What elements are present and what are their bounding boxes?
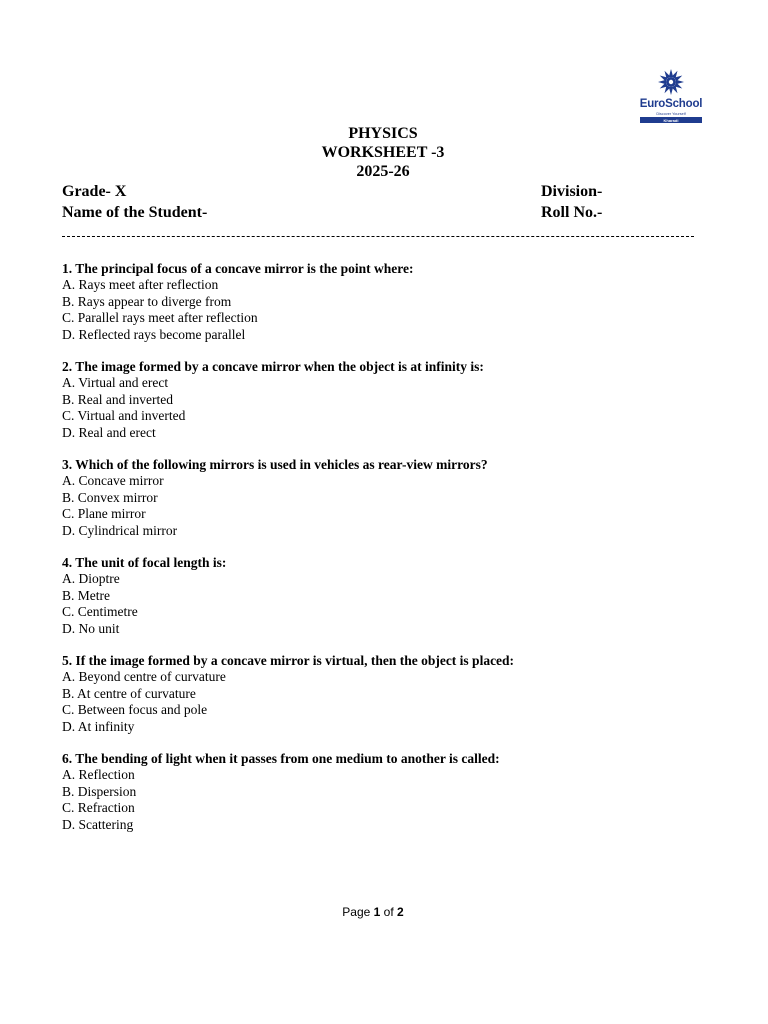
question-text: 1. The principal focus of a concave mirror is the point where: bbox=[62, 261, 414, 276]
option-b: B. Dispersion bbox=[62, 783, 137, 799]
of-word: of bbox=[383, 905, 394, 919]
option-b: B. Real and inverted bbox=[62, 391, 173, 407]
question-text: 3. Which of the following mirrors is used in vehicles as rear-view mirrors? bbox=[62, 457, 488, 472]
option-a: A. Concave mirror bbox=[62, 473, 164, 489]
worksheet-title: WORKSHEET -3 bbox=[321, 144, 445, 161]
option-c: C. Refraction bbox=[62, 800, 135, 816]
option-d: D. Scattering bbox=[62, 816, 134, 832]
option-c: C. Between focus and pole bbox=[62, 702, 208, 718]
question-text: 5. If the image formed by a concave mirror is virtual, then the object is placed: bbox=[62, 653, 515, 668]
current-page-number: 1 bbox=[373, 905, 381, 919]
option-d: D. Real and erect bbox=[62, 424, 156, 440]
page-word: Page bbox=[342, 905, 371, 919]
option-b: B. At centre of curvature bbox=[62, 685, 196, 701]
roll-number-label: Roll No.- bbox=[541, 204, 603, 221]
option-b: B. Rays appear to diverge from bbox=[62, 293, 232, 309]
division-label: Division- bbox=[541, 183, 603, 200]
option-d: D. Reflected rays become parallel bbox=[62, 326, 246, 342]
logo-name: EuroSchool bbox=[639, 98, 703, 110]
question-3 bbox=[62, 457, 488, 539]
grade-label: Grade- X bbox=[62, 183, 127, 200]
option-b: B. Metre bbox=[62, 587, 110, 603]
euroschool-logo bbox=[636, 68, 706, 126]
question-text: 6. The bending of light when it passes from one medium to another is called: bbox=[62, 751, 500, 766]
student-name-label: Name of the Student- bbox=[62, 204, 208, 221]
question-6 bbox=[62, 751, 500, 833]
subject-title: PHYSICS bbox=[348, 125, 418, 142]
option-b: B. Convex mirror bbox=[62, 489, 158, 505]
logo-sub: Kharadi bbox=[663, 117, 679, 123]
question-2 bbox=[62, 359, 484, 441]
question-text: 4. The unit of focal length is: bbox=[62, 555, 227, 570]
page-footer bbox=[0, 905, 746, 919]
option-d: D. Cylindrical mirror bbox=[62, 522, 178, 538]
option-c: C. Parallel rays meet after reflection bbox=[62, 310, 258, 326]
option-d: D. No unit bbox=[62, 620, 120, 636]
option-c: C. Virtual and inverted bbox=[62, 408, 186, 424]
option-a: A. Virtual and erect bbox=[62, 375, 169, 391]
option-c: C. Plane mirror bbox=[62, 506, 146, 522]
option-a: A. Beyond centre of curvature bbox=[62, 669, 226, 685]
question-4 bbox=[62, 555, 226, 637]
session-year: 2025-26 bbox=[356, 163, 410, 180]
logo-tagline: Discover Yourself bbox=[656, 112, 686, 116]
total-pages-number: 2 bbox=[397, 905, 404, 919]
question-text: 2. The image formed by a concave mirror when the object is at infinity is: bbox=[62, 359, 484, 374]
dashed-divider bbox=[62, 236, 694, 237]
question-5 bbox=[62, 653, 514, 735]
option-a: A. Dioptre bbox=[62, 571, 120, 587]
option-a: A. Reflection bbox=[62, 767, 135, 783]
question-1 bbox=[62, 261, 413, 343]
option-a: A. Rays meet after reflection bbox=[62, 277, 219, 293]
option-d: D. At infinity bbox=[62, 718, 135, 734]
sunburst-icon bbox=[657, 68, 685, 96]
option-c: C. Centimetre bbox=[62, 604, 138, 620]
